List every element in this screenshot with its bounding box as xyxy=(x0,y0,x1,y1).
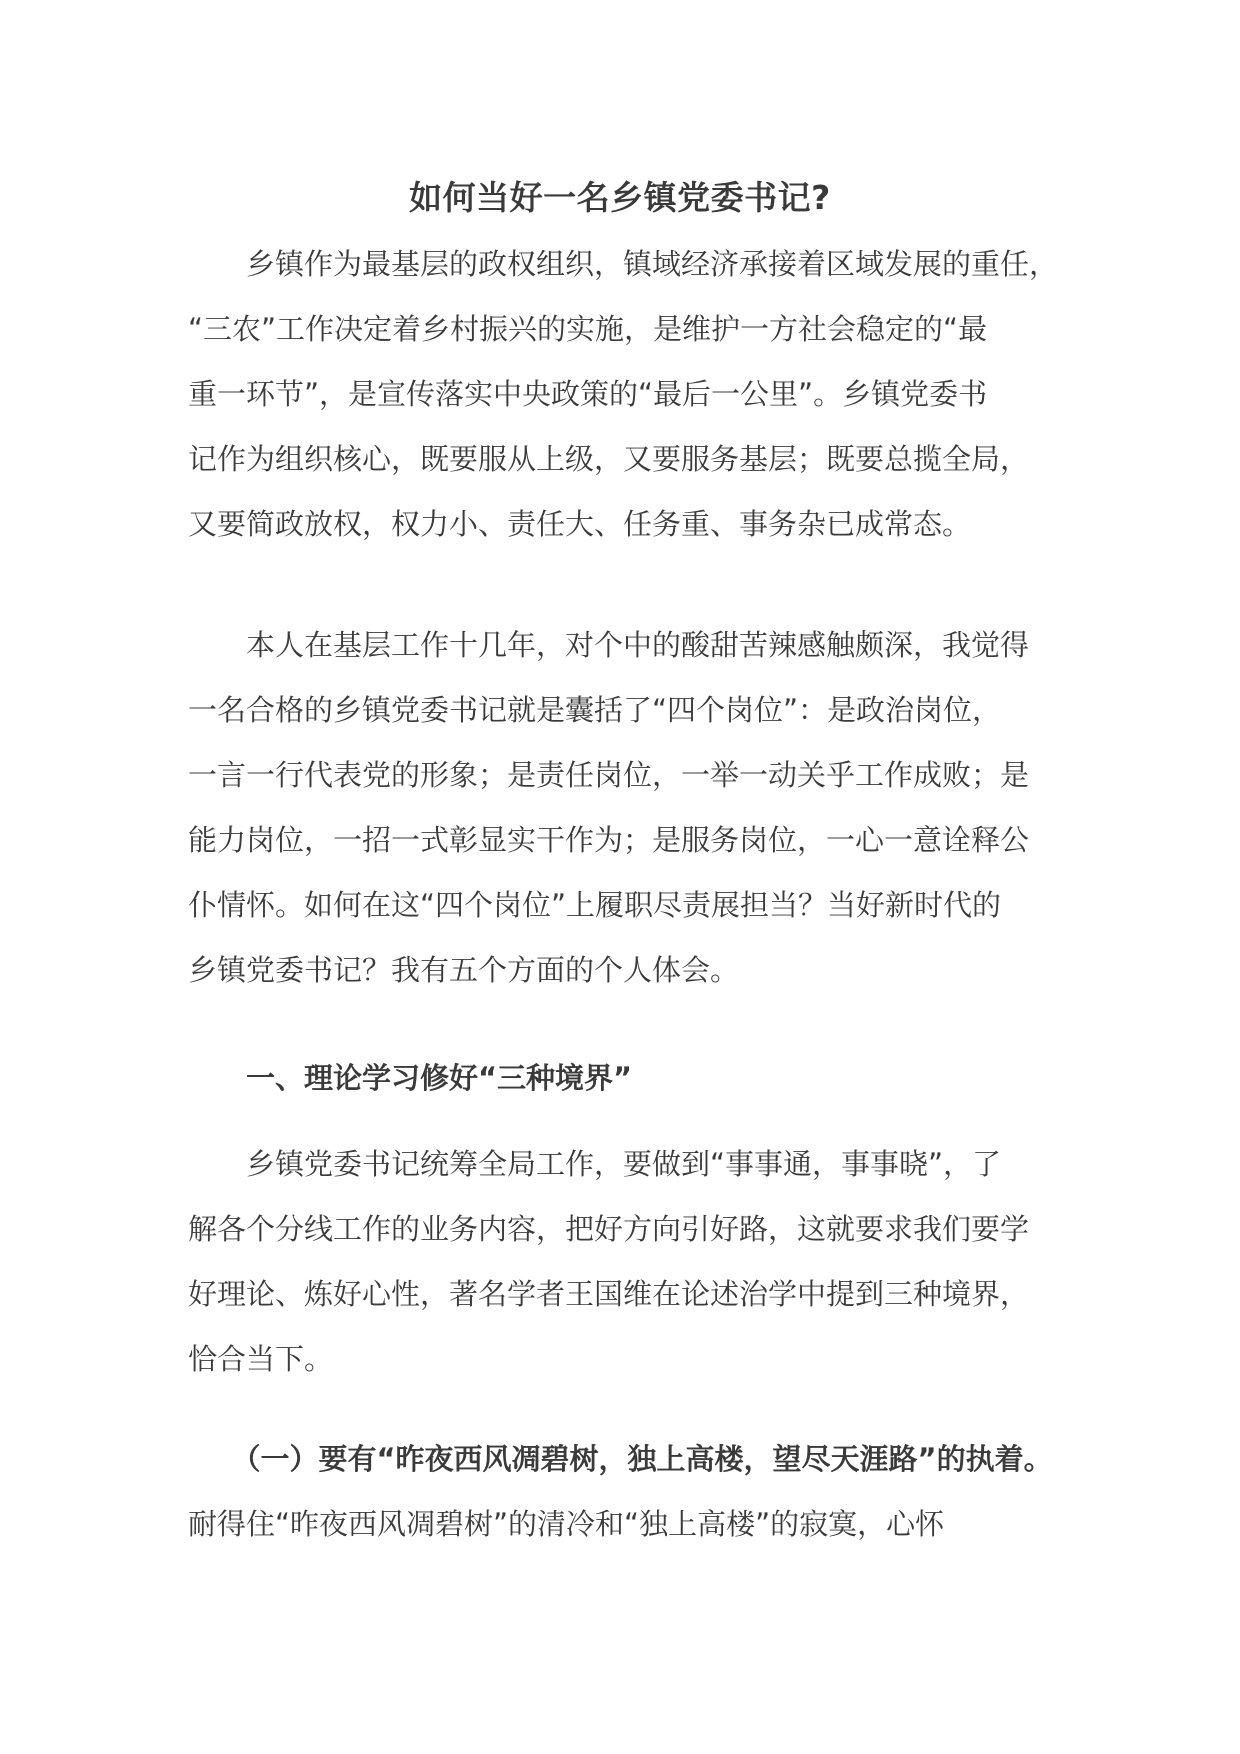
paragraph-line: 解各个分线工作的业务内容，把好方向引好路，这就要求我们要学 xyxy=(188,1212,1030,1246)
paragraph-line: 一名合格的乡镇党委书记就是囊括了“四个岗位”：是政治岗位， xyxy=(188,693,1002,727)
paragraph-line: “三农”工作决定着乡村振兴的实施，是维护一方社会稳定的“最 xyxy=(188,312,988,346)
paragraph-experience xyxy=(188,613,1068,1003)
paragraph-theory xyxy=(188,1132,1068,1392)
paragraph-line: 又要简政放权，权力小、责任大、任务重、事务杂已成常态。 xyxy=(188,507,972,541)
paragraph-line: 能力岗位，一招一式彰显实干作为；是服务岗位，一心一意诠释公 xyxy=(188,823,1030,857)
section-heading xyxy=(188,1046,1068,1111)
paragraph-line: 耐得住“昨夜西风凋碧树”的清冷和“独上高楼”的寂寞，心怀 xyxy=(188,1507,945,1541)
paragraph-line: 重一环节”，是宣传落实中央政策的“最后一公里”。乡镇党委书 xyxy=(188,377,988,411)
paragraph-line: 乡镇党委书记统筹全局工作，要做到“事事通，事事晓”，了 xyxy=(188,1147,1002,1181)
paragraph-line: 乡镇作为最基层的政权组织，镇域经济承接着区域发展的重任， xyxy=(188,247,1059,281)
paragraph-intro xyxy=(188,232,1068,557)
paragraph-line: 本人在基层工作十几年，对个中的酸甜苦辣感触颇深，我觉得 xyxy=(188,628,1030,662)
paragraph-line: 一言一行代表党的形象；是责任岗位，一举一动关乎工作成败；是 xyxy=(188,758,1030,792)
section-heading-text: 一、理论学习修好“三种境界” xyxy=(188,1061,633,1095)
paragraph-line: 记作为组织核心，既要服从上级，又要服务基层；既要总揽全局， xyxy=(188,442,1030,476)
paragraph-line: 恰合当下。 xyxy=(188,1342,334,1376)
paragraph-realm-one xyxy=(188,1427,1068,1557)
paragraph-line: 仆情怀。如何在这“四个岗位”上履职尽责展担当？当好新时代的 xyxy=(188,888,1002,922)
document-title: 如何当好一名乡镇党委书记? xyxy=(409,178,831,217)
paragraph-line: 乡镇党委书记？我有五个方面的个人体会。 xyxy=(188,953,740,987)
paragraph-line: 好理论、炼好心性，著名学者王国维在论述治学中提到三种境界， xyxy=(188,1277,1030,1311)
subsection-lead: （一）要有“昨夜西风凋碧树，独上高楼，望尽天涯路”的执着。 xyxy=(188,1442,1053,1476)
